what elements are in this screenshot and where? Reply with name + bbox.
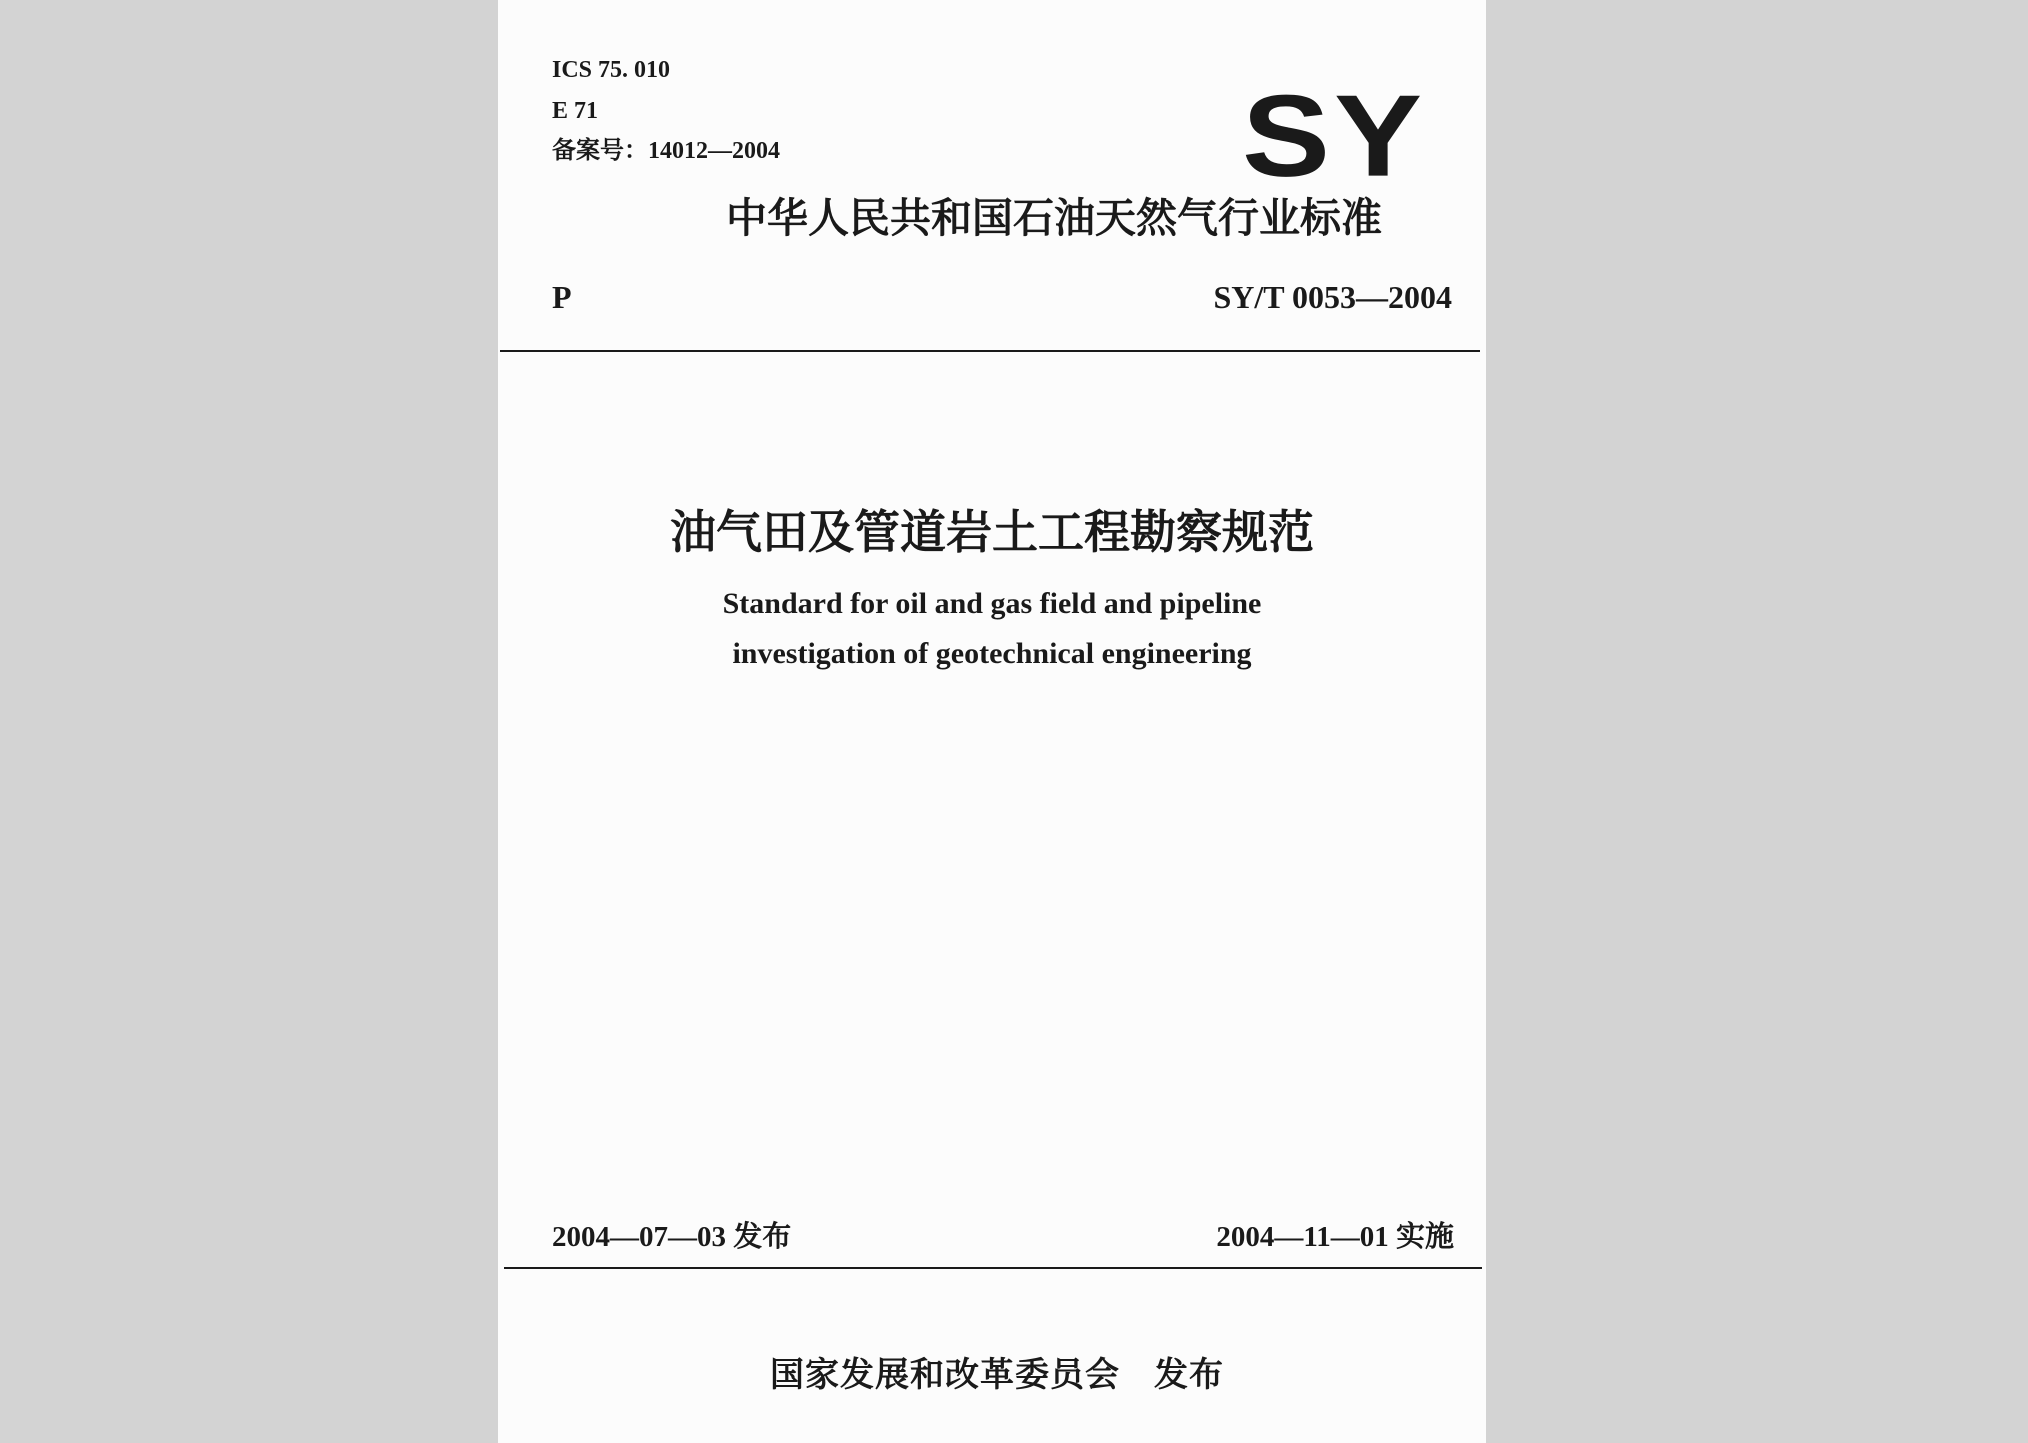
title-english-line-1: Standard for oil and gas field and pipeline [722,587,1262,620]
classification-letter: P [552,279,572,315]
issue-date: 2004—07—03 发布 [552,1221,792,1253]
bottom-divider [504,1267,1482,1269]
standard-number: SY/T 0053—2004 [1213,279,1452,315]
publisher-line [770,1354,1224,1396]
ics-code: ICS 75. 010 [552,57,671,83]
sy-logo: SY [1242,70,1427,201]
implementation-date: 2004—11—01 实施 [1216,1221,1454,1253]
title-english-line-2: investigation of geotechnical engineering [732,637,1252,670]
standard-cover-page [498,0,1486,1443]
publisher-action: 发布 [1154,1355,1224,1395]
publisher-name: 国家发展和改革委员会 [770,1355,1120,1395]
top-divider [500,350,1480,352]
filing-number: 备案号：14012—2004 [552,138,780,164]
industry-standard-title: 中华人民共和国石油天然气行业标准 [726,194,1382,242]
title-chinese: 油气田及管道岩土工程勘察规范 [670,505,1314,559]
ccs-code: E 71 [552,98,599,124]
